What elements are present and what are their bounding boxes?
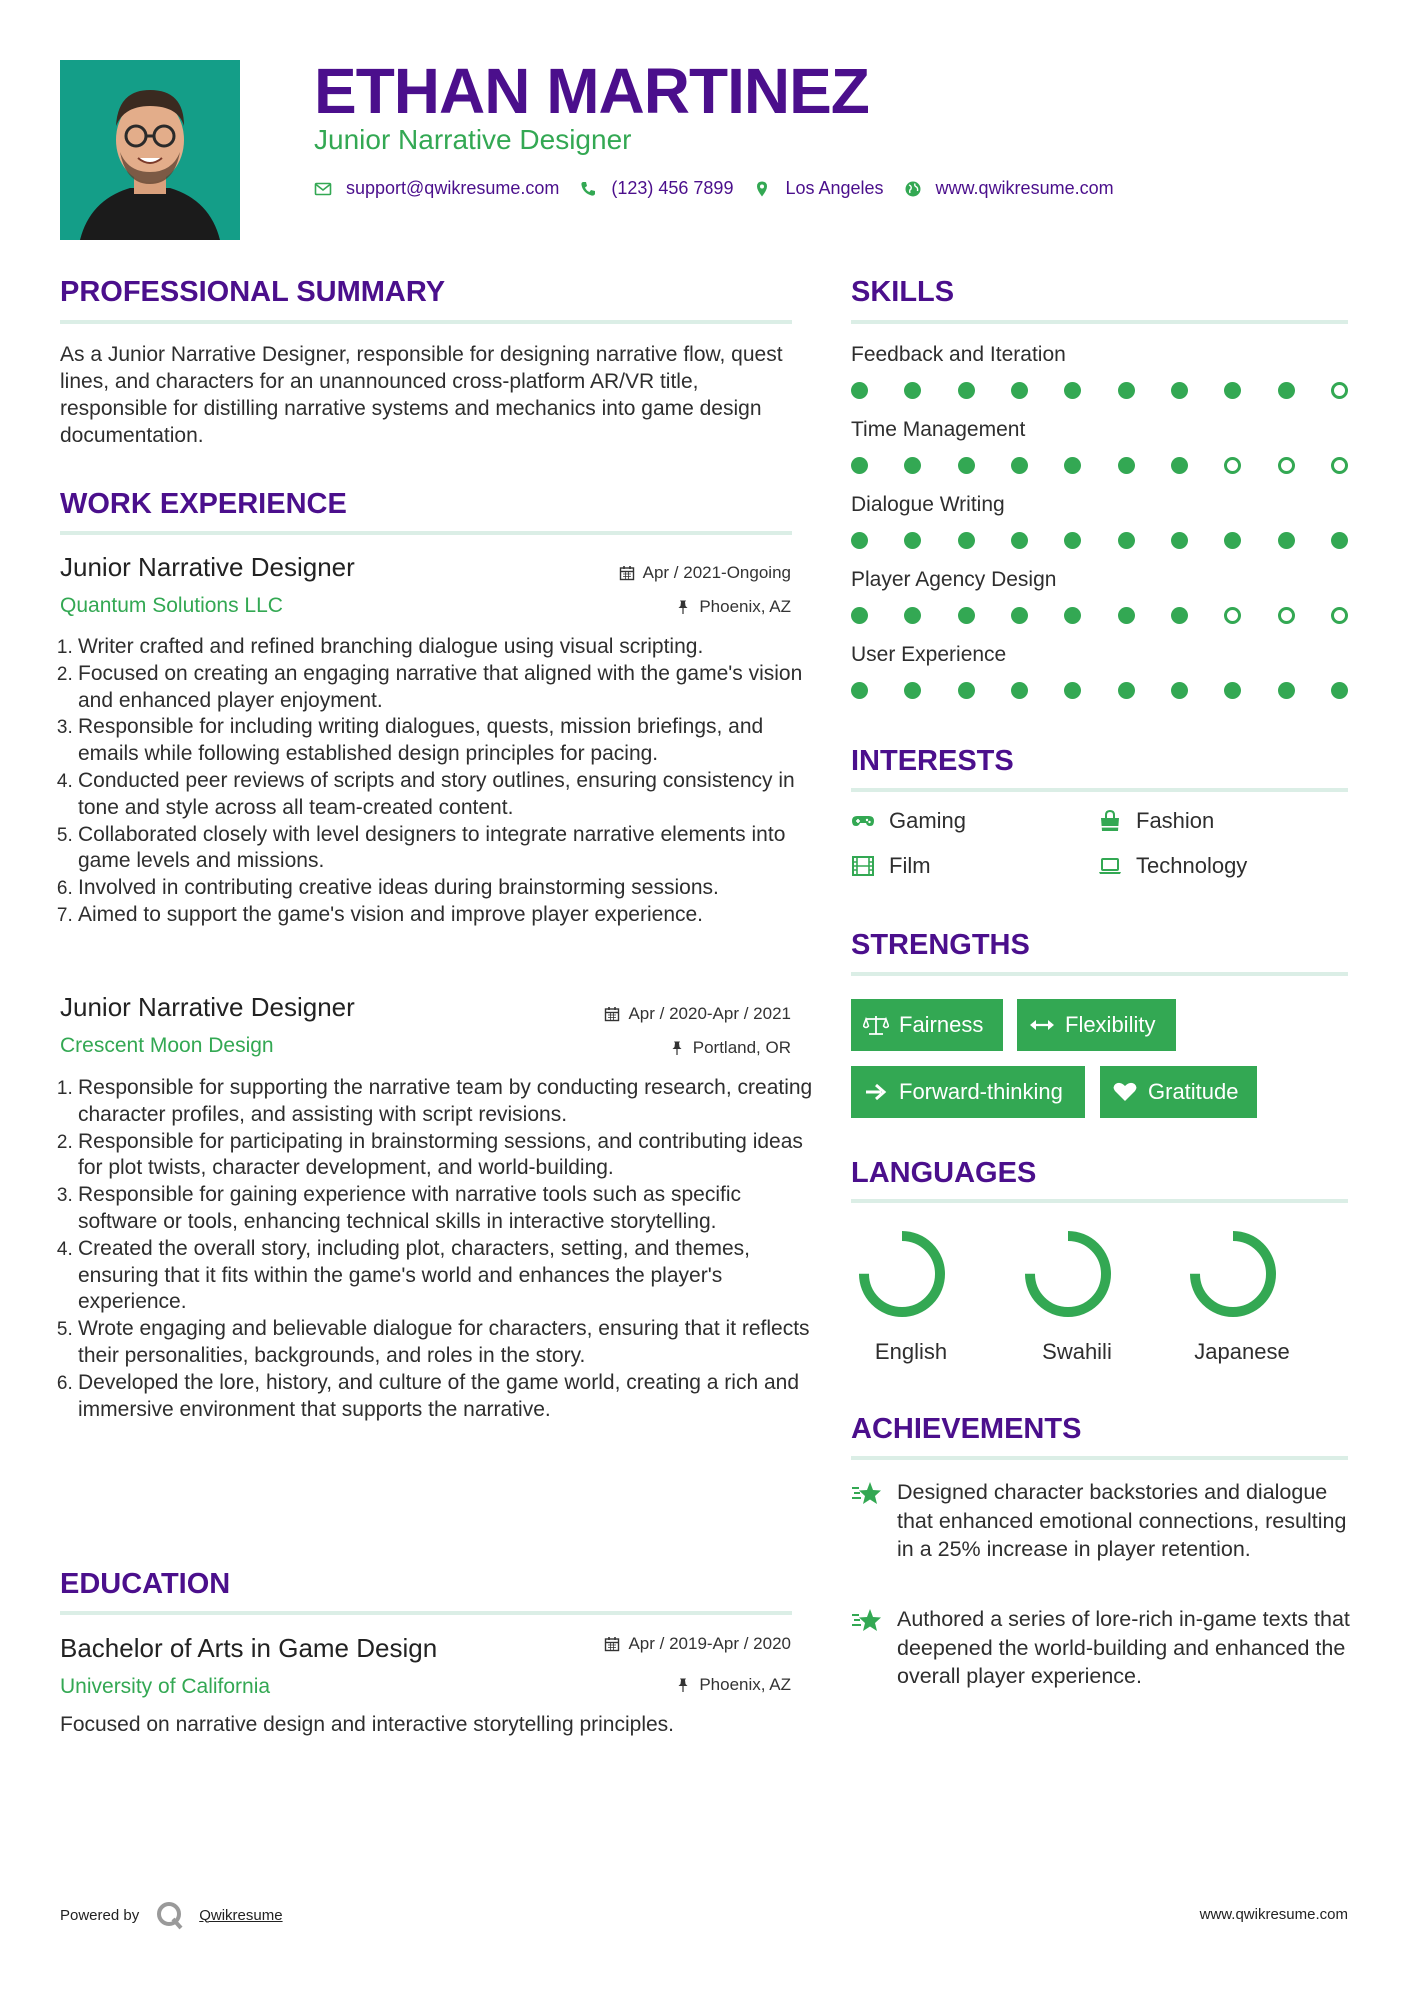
skill-label: User Experience bbox=[851, 643, 1007, 666]
job-location bbox=[669, 1038, 791, 1058]
strength-label: Fairness bbox=[899, 1012, 984, 1037]
job-location-text: Portland, OR bbox=[692, 1038, 791, 1057]
strength-tag bbox=[1100, 1066, 1257, 1118]
envelope-icon bbox=[314, 180, 332, 198]
rating-dot-filled bbox=[1278, 682, 1295, 699]
skill-rating bbox=[851, 382, 1348, 402]
job-company: Quantum Solutions LLC bbox=[60, 594, 283, 617]
rating-dot-filled bbox=[1278, 532, 1295, 549]
strength-label: Gratitude bbox=[1148, 1079, 1239, 1104]
rating-dot-empty bbox=[1331, 457, 1348, 474]
rating-dot-filled bbox=[1171, 457, 1188, 474]
rating-dot-filled bbox=[958, 532, 975, 549]
rating-dot-filled bbox=[904, 532, 921, 549]
language-item bbox=[852, 1224, 952, 1329]
section-title-summary: PROFESSIONAL SUMMARY bbox=[60, 276, 446, 308]
contact-location: Los Angeles bbox=[785, 178, 884, 198]
rating-dot-filled bbox=[904, 382, 921, 399]
interest-label: Technology bbox=[1136, 853, 1248, 878]
rating-dot-filled bbox=[1118, 607, 1135, 624]
education-degree: Bachelor of Arts in Game Design bbox=[60, 1633, 438, 1663]
rating-dot-filled bbox=[1118, 382, 1135, 399]
education-dates bbox=[604, 1634, 791, 1654]
language-progress-arc bbox=[864, 1236, 940, 1312]
skill-label: Dialogue Writing bbox=[851, 493, 1005, 516]
job-title: Junior Narrative Designer bbox=[60, 552, 355, 582]
rating-dot-filled bbox=[1224, 682, 1241, 699]
job-company: Crescent Moon Design bbox=[60, 1034, 274, 1057]
calendar-icon bbox=[604, 1636, 620, 1652]
language-label: Swahili bbox=[1042, 1339, 1112, 1364]
interest-item bbox=[1098, 808, 1214, 834]
achievement-text: Designed character backstories and dialogue that enhanced emotional connections, resulting in a 25% increase in player retention. bbox=[897, 1480, 1347, 1561]
skill-rating bbox=[851, 682, 1348, 702]
strength-tag bbox=[851, 1066, 1085, 1118]
language-progress-ring bbox=[852, 1224, 952, 1324]
contact-phone[interactable]: (123) 456 7899 bbox=[611, 178, 734, 198]
list-item: 1. Writer crafted and refined branching dialogue using visual scripting. bbox=[78, 634, 813, 661]
section-divider bbox=[60, 531, 792, 535]
skill-rating bbox=[851, 607, 1348, 627]
gamepad-icon bbox=[851, 809, 875, 833]
rating-dot-filled bbox=[958, 682, 975, 699]
rating-dot-filled bbox=[1118, 457, 1135, 474]
contact-website[interactable]: www.qwikresume.com bbox=[935, 178, 1114, 198]
rating-dot-filled bbox=[1118, 682, 1135, 699]
list-item: 1. Responsible for supporting the narrative team by conducting research, creating character profiles, and assisting with script revisions. bbox=[78, 1075, 813, 1129]
language-progress-arc bbox=[1195, 1236, 1271, 1312]
rating-dot-filled bbox=[1064, 607, 1081, 624]
rating-dot-filled bbox=[1224, 382, 1241, 399]
footer-brand-link[interactable]: Qwikresume bbox=[199, 1906, 283, 1924]
candidate-name: ETHAN MARTINEZ bbox=[314, 55, 869, 127]
list-item: 6. Involved in contributing creative ideas during brainstorming sessions. bbox=[78, 875, 813, 902]
rating-dot-filled bbox=[1011, 682, 1028, 699]
list-item: 3. Responsible for including writing dialogues, quests, mission briefings, and emails while following established design principles for pacing. bbox=[78, 714, 813, 768]
education-dates-text: Apr / 2019-Apr / 2020 bbox=[628, 1634, 791, 1653]
list-item: 2. Responsible for participating in brainstorming sessions, and contributing ideas for plot twists, character development, and world-building. bbox=[78, 1129, 813, 1183]
footer-website[interactable]: www.qwikresume.com bbox=[1199, 1906, 1348, 1923]
candidate-title: Junior Narrative Designer bbox=[314, 124, 632, 155]
rating-dot-filled bbox=[851, 682, 868, 699]
rating-dot-filled bbox=[1171, 532, 1188, 549]
achievement-item bbox=[851, 1478, 1351, 1564]
job-title: Junior Narrative Designer bbox=[60, 992, 355, 1022]
job-bullets bbox=[60, 1075, 813, 1423]
rating-dot-empty bbox=[1278, 607, 1295, 624]
list-item: 5. Wrote engaging and believable dialogue for characters, ensuring that it reflects their personalities, backgrounds, and roles in the story. bbox=[78, 1316, 813, 1370]
rating-dot-empty bbox=[1278, 457, 1295, 474]
rating-dot-filled bbox=[1171, 382, 1188, 399]
rating-dot-filled bbox=[904, 607, 921, 624]
list-item: 6. Developed the lore, history, and culture of the game world, creating a rich and immersive environment that supports the narrative. bbox=[78, 1370, 813, 1424]
section-divider bbox=[851, 320, 1348, 324]
rating-dot-filled bbox=[851, 457, 868, 474]
qwikresume-logo-icon bbox=[155, 1900, 185, 1930]
rating-dot-empty bbox=[1224, 607, 1241, 624]
rating-dot-filled bbox=[958, 382, 975, 399]
rating-dot-filled bbox=[1331, 682, 1348, 699]
rating-dot-filled bbox=[1171, 682, 1188, 699]
interest-label: Film bbox=[889, 853, 931, 878]
section-title-experience: WORK EXPERIENCE bbox=[60, 488, 347, 520]
section-title-skills: SKILLS bbox=[851, 276, 955, 308]
strength-label: Flexibility bbox=[1065, 1012, 1156, 1037]
section-divider bbox=[60, 320, 792, 324]
rating-dot-filled bbox=[1064, 532, 1081, 549]
job-location bbox=[675, 597, 791, 617]
rating-dot-filled bbox=[1118, 532, 1135, 549]
education-location bbox=[675, 1675, 791, 1695]
rating-dot-filled bbox=[851, 532, 868, 549]
profile-photo bbox=[60, 60, 240, 240]
rating-dot-filled bbox=[1011, 382, 1028, 399]
rating-dot-filled bbox=[1011, 532, 1028, 549]
heart-icon bbox=[1112, 1081, 1138, 1103]
achievement-item bbox=[851, 1605, 1351, 1691]
rating-dot-filled bbox=[1064, 457, 1081, 474]
education-location-text: Phoenix, AZ bbox=[699, 1675, 791, 1694]
language-progress-ring bbox=[1018, 1224, 1118, 1324]
job-dates-text: Apr / 2020-Apr / 2021 bbox=[628, 1004, 791, 1023]
rating-dot-filled bbox=[1171, 607, 1188, 624]
pushpin-icon bbox=[669, 1040, 685, 1056]
job-dates-text: Apr / 2021-Ongoing bbox=[642, 563, 791, 582]
list-item: 3. Responsible for gaining experience with narrative tools such as specific software or tools, enhancing technical skills in interactive storytelling. bbox=[78, 1182, 813, 1236]
section-title-languages: LANGUAGES bbox=[851, 1157, 1037, 1189]
section-title-education: EDUCATION bbox=[60, 1568, 231, 1600]
laptop-icon bbox=[1098, 854, 1122, 878]
contact-email[interactable]: support@qwikresume.com bbox=[346, 178, 560, 198]
rating-dot-filled bbox=[904, 457, 921, 474]
skill-label: Time Management bbox=[851, 418, 1026, 441]
strength-tag bbox=[851, 999, 1003, 1051]
globe-icon bbox=[904, 180, 922, 198]
footer-powered-by bbox=[60, 1900, 283, 1930]
language-label: Japanese bbox=[1194, 1339, 1290, 1364]
interest-label: Gaming bbox=[889, 808, 967, 833]
rating-dot-filled bbox=[1011, 607, 1028, 624]
section-divider bbox=[851, 788, 1348, 792]
language-progress-arc bbox=[1030, 1236, 1106, 1312]
list-item: 7. Aimed to support the game's vision and improve player experience. bbox=[78, 902, 813, 929]
rating-dot-filled bbox=[1064, 682, 1081, 699]
rating-dot-filled bbox=[958, 607, 975, 624]
section-divider bbox=[851, 972, 1348, 976]
rating-dot-empty bbox=[1331, 382, 1348, 399]
skill-rating bbox=[851, 532, 1348, 552]
list-item: 2. Focused on creating an engaging narrative that aligned with the game's vision and enhanced player enjoyment. bbox=[78, 661, 813, 715]
rating-dot-filled bbox=[851, 607, 868, 624]
arrow-right-icon bbox=[863, 1081, 889, 1103]
job-bullets bbox=[60, 634, 813, 929]
language-progress-ring bbox=[1183, 1224, 1283, 1324]
rating-dot-filled bbox=[1331, 532, 1348, 549]
skill-label: Player Agency Design bbox=[851, 568, 1057, 591]
section-title-achievements: ACHIEVEMENTS bbox=[851, 1413, 1082, 1445]
skill-label: Feedback and Iteration bbox=[851, 343, 1066, 366]
map-marker-icon bbox=[753, 180, 771, 198]
education-school: University of California bbox=[60, 1675, 271, 1698]
balance-scale-icon bbox=[863, 1014, 889, 1036]
rating-dot-filled bbox=[1064, 382, 1081, 399]
job-location-text: Phoenix, AZ bbox=[699, 597, 791, 616]
language-label: English bbox=[874, 1339, 948, 1364]
section-divider bbox=[851, 1456, 1348, 1460]
job-dates bbox=[604, 1004, 791, 1024]
rating-dot-empty bbox=[1224, 457, 1241, 474]
pushpin-icon bbox=[675, 599, 691, 615]
list-item: 5. Collaborated closely with level designers to integrate narrative elements into game levels and missions. bbox=[78, 822, 813, 876]
calendar-icon bbox=[619, 565, 635, 581]
section-divider bbox=[60, 1611, 792, 1615]
achievement-text: Authored a series of lore-rich in-game texts that deepened the world-building and enhanced the overall player experience. bbox=[897, 1607, 1350, 1688]
rating-dot-filled bbox=[1011, 457, 1028, 474]
rating-dot-filled bbox=[1278, 382, 1295, 399]
strength-label: Forward-thinking bbox=[899, 1079, 1063, 1104]
calendar-icon bbox=[604, 1006, 620, 1022]
rating-dot-filled bbox=[904, 682, 921, 699]
star-icon bbox=[851, 1480, 883, 1508]
strength-tag bbox=[1017, 999, 1176, 1051]
rating-dot-filled bbox=[851, 382, 868, 399]
rating-dot-filled bbox=[1224, 532, 1241, 549]
star-icon bbox=[851, 1607, 883, 1635]
skill-rating bbox=[851, 457, 1348, 477]
pushpin-icon bbox=[675, 1677, 691, 1693]
contact-bar bbox=[314, 178, 1134, 199]
interest-item bbox=[851, 808, 966, 834]
list-item: 4. Created the overall story, including plot, characters, setting, and themes, ensuring that it fits within the game's world and enhances the player's experience. bbox=[78, 1236, 813, 1316]
interest-item bbox=[851, 853, 931, 879]
powered-by-label: Powered by bbox=[60, 1906, 140, 1924]
interest-item bbox=[1098, 853, 1247, 879]
section-title-strengths: STRENGTHS bbox=[851, 929, 1030, 961]
education-description: Focused on narrative design and interactive storytelling principles. bbox=[60, 1713, 674, 1736]
interest-label: Fashion bbox=[1136, 808, 1215, 833]
rating-dot-empty bbox=[1331, 607, 1348, 624]
rating-dot-filled bbox=[958, 457, 975, 474]
summary-text: As a Junior Narrative Designer, responsible for designing narrative flow, quest lines, and characters for an unannounced cross-platform AR/VR title, responsible for distilling narrative systems and mechanics into game design documentation. bbox=[60, 343, 783, 447]
job-dates bbox=[619, 563, 791, 583]
list-item: 4. Conducted peer reviews of scripts and story outlines, ensuring consistency in tone and style across all team-created content. bbox=[78, 768, 813, 822]
film-icon bbox=[851, 854, 875, 878]
section-title-interests: INTERESTS bbox=[851, 745, 1014, 777]
language-item bbox=[1018, 1224, 1118, 1329]
shopping-bag-icon bbox=[1098, 809, 1122, 833]
phone-icon bbox=[579, 180, 597, 198]
section-divider bbox=[851, 1199, 1348, 1203]
arrows-horizontal-icon bbox=[1029, 1014, 1055, 1036]
language-item bbox=[1183, 1224, 1283, 1329]
